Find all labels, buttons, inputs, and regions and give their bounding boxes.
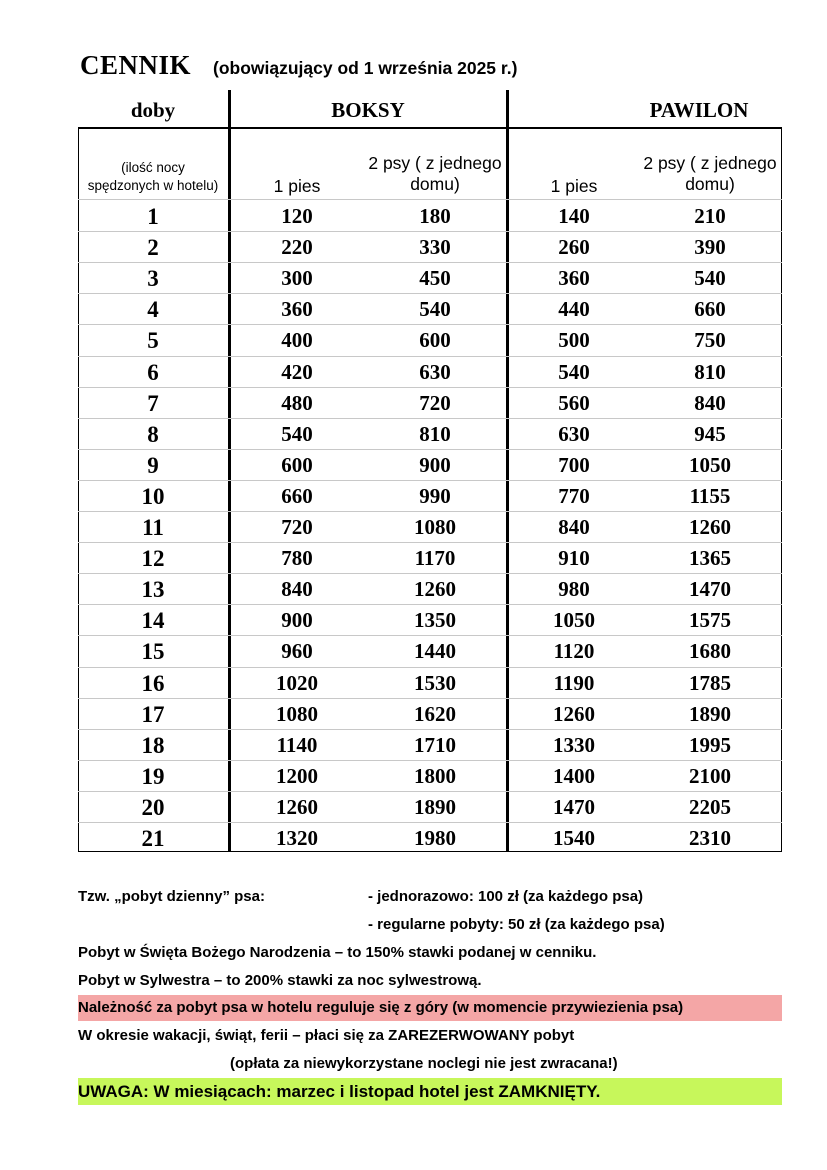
row-pawilon-one-dog: 560	[558, 390, 590, 415]
row-day: 19	[141, 763, 165, 789]
row-pawilon-one-dog: 1260	[553, 701, 595, 726]
row-separator	[78, 698, 782, 699]
row-pawilon-two-dogs: 750	[694, 328, 726, 353]
row-pawilon-two-dogs: 2310	[689, 826, 731, 850]
table-row	[78, 293, 782, 324]
table-row	[78, 729, 782, 760]
row-separator	[78, 573, 782, 574]
row-pawilon-two-dogs: 1890	[689, 701, 731, 726]
row-day: 15	[141, 639, 165, 665]
row-boksy-one-dog: 1080	[276, 701, 318, 726]
row-boksy-two-dogs: 180	[419, 204, 451, 228]
row-pawilon-one-dog: 1330	[553, 732, 595, 757]
row-pawilon-one-dog: 1120	[553, 639, 595, 664]
row-boksy-one-dog: 1020	[276, 670, 318, 695]
row-pawilon-one-dog: 1400	[553, 763, 595, 788]
table-row	[78, 604, 782, 635]
row-boksy-two-dogs: 990	[419, 483, 451, 508]
row-boksy-one-dog: 660	[281, 483, 313, 508]
row-boksy-two-dogs: 1440	[414, 639, 456, 664]
days-note-line1: (ilość nocy	[121, 160, 185, 175]
row-boksy-two-dogs: 900	[419, 452, 451, 477]
row-pawilon-two-dogs: 1995	[689, 732, 731, 757]
row-day: 4	[147, 297, 159, 323]
row-boksy-one-dog: 720	[281, 515, 313, 539]
row-pawilon-one-dog: 140	[558, 204, 590, 228]
row-boksy-one-dog: 420	[281, 359, 313, 384]
row-separator	[78, 511, 782, 512]
table-row	[78, 573, 782, 604]
row-boksy-two-dogs: 1260	[414, 577, 456, 602]
row-pawilon-two-dogs: 840	[694, 390, 726, 415]
row-separator	[78, 635, 782, 636]
row-boksy-one-dog: 360	[281, 297, 313, 322]
row-day: 9	[147, 452, 159, 478]
row-separator	[78, 324, 782, 325]
row-separator	[78, 418, 782, 419]
row-day: 2	[147, 235, 159, 261]
row-day: 13	[141, 577, 165, 603]
row-boksy-one-dog: 600	[281, 452, 313, 477]
row-pawilon-two-dogs: 1260	[689, 515, 731, 539]
header-days: doby	[130, 98, 176, 122]
row-boksy-one-dog: 1320	[276, 826, 318, 850]
row-day: 3	[147, 266, 159, 292]
table-row	[78, 449, 782, 480]
table-row	[78, 760, 782, 791]
row-boksy-two-dogs: 600	[419, 328, 451, 353]
row-pawilon-two-dogs: 2205	[689, 794, 731, 819]
row-pawilon-two-dogs: 945	[694, 421, 726, 446]
row-boksy-two-dogs: 540	[419, 297, 451, 322]
row-day: 7	[147, 390, 159, 416]
boksy-two-dogs-line1: 2 psy ( z jednego	[368, 153, 502, 173]
row-day: 20	[141, 794, 165, 820]
table-row	[78, 698, 782, 729]
row-separator	[78, 231, 782, 232]
reserved-note: W okresie wakacji, świąt, ferii – płaci się za ZAREZERWOWANY pobyt	[78, 1027, 575, 1044]
row-boksy-one-dog: 840	[281, 577, 313, 602]
row-boksy-one-dog: 1260	[276, 794, 318, 819]
days-note	[78, 159, 228, 195]
row-boksy-two-dogs: 1080	[414, 515, 456, 539]
table-row	[78, 231, 782, 262]
row-pawilon-two-dogs: 1680	[689, 639, 731, 664]
row-boksy-one-dog: 780	[281, 546, 313, 571]
row-separator	[78, 760, 782, 761]
row-pawilon-two-dogs: 540	[694, 266, 726, 291]
table-row	[78, 356, 782, 387]
row-pawilon-one-dog: 700	[558, 452, 590, 477]
table-row	[78, 262, 782, 293]
row-boksy-one-dog: 900	[281, 608, 313, 633]
table-row	[78, 200, 782, 231]
row-boksy-two-dogs: 1980	[414, 826, 456, 850]
row-separator	[78, 387, 782, 388]
pawilon-two-dogs-line1: 2 psy ( z jednego	[643, 153, 777, 173]
row-separator	[78, 729, 782, 730]
row-boksy-one-dog: 1140	[276, 732, 318, 757]
row-pawilon-one-dog: 260	[558, 235, 590, 260]
row-separator	[78, 449, 782, 450]
row-pawilon-one-dog: 980	[558, 577, 590, 602]
row-separator	[78, 667, 782, 668]
day-stay-once: - jednorazowo: 100 zł (za każdego psa)	[368, 888, 644, 905]
header-boksy: BOKSY	[331, 98, 405, 122]
row-boksy-one-dog: 1200	[276, 763, 318, 788]
row-day: 8	[147, 421, 159, 447]
row-boksy-one-dog: 120	[281, 204, 313, 228]
row-pawilon-one-dog: 360	[558, 266, 590, 291]
row-pawilon-one-dog: 1050	[553, 608, 595, 633]
price-table	[78, 90, 782, 852]
table-row	[78, 324, 782, 355]
header-rule	[78, 127, 782, 129]
row-separator	[78, 822, 782, 823]
row-day: 16	[141, 670, 165, 696]
table-row	[78, 511, 782, 542]
table-row	[78, 635, 782, 666]
row-separator	[78, 542, 782, 543]
row-day: 17	[141, 701, 165, 727]
table-row	[78, 480, 782, 511]
row-pawilon-one-dog: 770	[558, 483, 590, 508]
row-pawilon-two-dogs: 1155	[689, 483, 731, 508]
row-pawilon-two-dogs: 2100	[689, 763, 731, 788]
new-year-note: Pobyt w Sylwestra – to 200% stawki za noc sylwestrową.	[78, 972, 482, 989]
row-pawilon-one-dog: 840	[558, 515, 590, 539]
row-boksy-one-dog: 400	[281, 328, 313, 353]
row-boksy-two-dogs: 1800	[414, 763, 456, 788]
boksy-two-dogs-line2: domu)	[410, 174, 460, 194]
row-pawilon-one-dog: 500	[558, 328, 590, 353]
row-boksy-two-dogs: 1890	[414, 794, 456, 819]
row-day: 18	[141, 732, 165, 758]
table-row	[78, 791, 782, 822]
row-day: 1	[147, 204, 159, 229]
row-pawilon-two-dogs: 390	[694, 235, 726, 260]
row-day: 5	[147, 328, 159, 354]
row-boksy-two-dogs: 1710	[414, 732, 456, 757]
row-pawilon-one-dog: 910	[558, 546, 590, 571]
row-boksy-one-dog: 300	[281, 266, 313, 291]
row-pawilon-two-dogs: 1470	[689, 577, 731, 602]
row-pawilon-two-dogs: 810	[694, 359, 726, 384]
table-row	[78, 542, 782, 573]
row-boksy-one-dog: 480	[281, 390, 313, 415]
closed-warning: UWAGA: W miesiącach: marzec i listopad hotel jest ZAMKNIĘTY.	[78, 1078, 782, 1105]
table-row	[78, 418, 782, 449]
row-boksy-two-dogs: 1350	[414, 608, 456, 633]
row-boksy-one-dog: 220	[281, 235, 313, 260]
page-title: CENNIK	[80, 50, 192, 80]
row-pawilon-two-dogs: 1785	[689, 670, 731, 695]
row-boksy-two-dogs: 1170	[414, 546, 456, 571]
row-boksy-two-dogs: 720	[419, 390, 451, 415]
title-row	[80, 50, 517, 86]
pawilon-one-dog-header: 1 pies	[550, 176, 598, 196]
row-pawilon-two-dogs: 1050	[689, 452, 731, 477]
payment-note: Należność za pobyt psa w hotelu reguluje się z góry (w momencie przywiezienia psa)	[78, 995, 782, 1021]
day-stay-regular: - regularne pobyty: 50 zł (za każdego psa)	[368, 916, 665, 933]
christmas-note: Pobyt w Święta Bożego Narodzenia – to 150% stawki podanej w cenniku.	[78, 944, 597, 961]
row-pawilon-one-dog: 1540	[553, 826, 595, 850]
day-stay-label: Tzw. „pobyt dzienny” psa:	[78, 888, 265, 905]
row-boksy-two-dogs: 810	[419, 421, 451, 446]
table-row	[78, 387, 782, 418]
row-day: 12	[141, 546, 165, 572]
row-pawilon-two-dogs: 210	[694, 204, 726, 228]
row-boksy-two-dogs: 1530	[414, 670, 456, 695]
table-row	[78, 667, 782, 698]
table-row	[78, 822, 782, 853]
row-boksy-two-dogs: 450	[419, 266, 451, 291]
row-day: 6	[147, 359, 159, 385]
row-pawilon-two-dogs: 660	[694, 297, 726, 322]
pawilon-two-dogs-line2: domu)	[685, 174, 735, 194]
row-pawilon-one-dog: 1190	[553, 670, 595, 695]
row-separator	[78, 262, 782, 263]
boksy-one-dog-header: 1 pies	[273, 176, 321, 196]
row-boksy-two-dogs: 330	[419, 235, 451, 260]
row-day: 10	[141, 483, 165, 509]
row-pawilon-one-dog: 440	[558, 297, 590, 322]
row-pawilon-two-dogs: 1365	[689, 546, 731, 571]
row-day: 21	[141, 826, 165, 851]
row-boksy-one-dog: 540	[281, 421, 313, 446]
header-pawilon: PAWILON	[649, 98, 749, 122]
refund-note: (opłata za niewykorzystane noclegi nie jest zwracana!)	[230, 1055, 618, 1072]
row-boksy-two-dogs: 1620	[414, 701, 456, 726]
row-separator	[78, 356, 782, 357]
pawilon-two-dogs-header	[636, 153, 784, 195]
row-separator	[78, 604, 782, 605]
row-boksy-two-dogs: 630	[419, 359, 451, 384]
row-pawilon-two-dogs: 1575	[689, 608, 731, 633]
row-boksy-one-dog: 960	[281, 639, 313, 664]
row-pawilon-one-dog: 540	[558, 359, 590, 384]
row-separator	[78, 791, 782, 792]
row-day: 11	[142, 515, 164, 540]
page-subtitle: (obowiązujący od 1 września 2025 r.)	[213, 58, 518, 78]
row-pawilon-one-dog: 630	[558, 421, 590, 446]
row-separator	[78, 293, 782, 294]
days-note-line2: spędzonych w hotelu)	[87, 178, 219, 193]
row-pawilon-one-dog: 1470	[553, 794, 595, 819]
boksy-two-dogs-header	[361, 153, 509, 195]
row-separator	[78, 480, 782, 481]
row-day: 14	[141, 608, 165, 634]
